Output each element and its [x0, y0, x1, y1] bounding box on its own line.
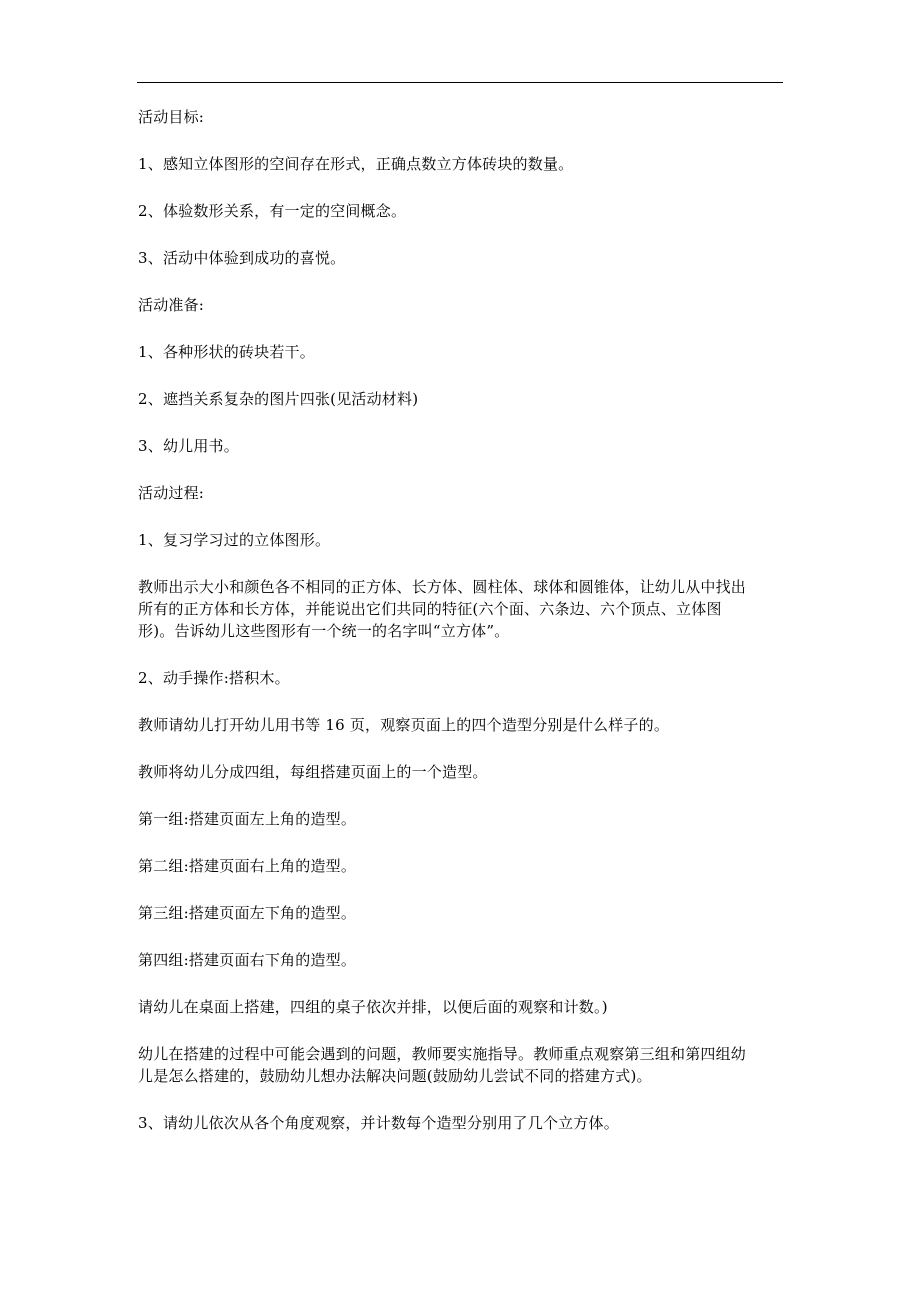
paragraph-line: 教师出示大小和颜色各不相同的正方体、长方体、圆柱体、球体和圆锥体，让幼儿从中找出 [138, 578, 747, 596]
paragraph-line: 儿是怎么搭建的，鼓励幼儿想办法解决问题(鼓励幼儿尝试不同的搭建方式)。 [138, 1067, 652, 1085]
group-2-task: 第二组:搭建页面右上角的造型。 [138, 857, 357, 875]
guidance-paragraph [138, 1043, 788, 1087]
paragraph-line: 形)。告诉幼儿这些图形有一个统一的名字叫“立方体”。 [138, 622, 510, 640]
group-1-task: 第一组:搭建页面左上角的造型。 [138, 810, 357, 828]
group-4-task: 第四组:搭建页面右下角的造型。 [138, 951, 357, 969]
section-heading-goals: 活动目标: [138, 108, 205, 126]
group-3-task: 第三组:搭建页面左下角的造型。 [138, 904, 357, 922]
preparation-item-3: 3、幼儿用书。 [138, 437, 239, 455]
process-step-2-instruction: 教师请幼儿打开幼儿用书等 16 页，观察页面上的四个造型分别是什么样子的。 [138, 716, 670, 734]
process-step-1: 1、复习学习过的立体图形。 [138, 531, 331, 549]
section-heading-preparation: 活动准备: [138, 296, 205, 314]
paragraph-line: 所有的正方体和长方体，并能说出它们共同的特征(六个面、六条边、六个顶点、立体图 [138, 600, 722, 618]
goal-item-3: 3、活动中体验到成功的喜悦。 [138, 249, 346, 267]
build-instruction: 请幼儿在桌面上搭建，四组的桌子依次并排，以便后面的观察和计数。) [138, 998, 608, 1016]
paragraph-line: 幼儿在搭建的过程中可能会遇到的问题，教师要实施指导。教师重点观察第三组和第四组幼 [138, 1045, 747, 1063]
preparation-item-1: 1、各种形状的砖块若干。 [138, 343, 315, 361]
process-step-3: 3、请幼儿依次从各个角度观察，并计数每个造型分别用了几个立方体。 [138, 1114, 619, 1132]
goal-item-2: 2、体验数形关系，有一定的空间概念。 [138, 202, 407, 220]
header-rule [137, 82, 783, 83]
goal-item-1: 1、感知立体图形的空间存在形式，正确点数立方体砖块的数量。 [138, 155, 574, 173]
process-step-1-detail [138, 576, 788, 642]
preparation-item-2: 2、遮挡关系复杂的图片四张(见活动材料) [138, 390, 419, 408]
process-step-2: 2、动手操作:搭积木。 [138, 669, 290, 687]
section-heading-process: 活动过程: [138, 484, 205, 502]
process-step-2-grouping: 教师将幼儿分成四组，每组搭建页面上的一个造型。 [138, 763, 488, 781]
document-body [138, 106, 788, 1159]
